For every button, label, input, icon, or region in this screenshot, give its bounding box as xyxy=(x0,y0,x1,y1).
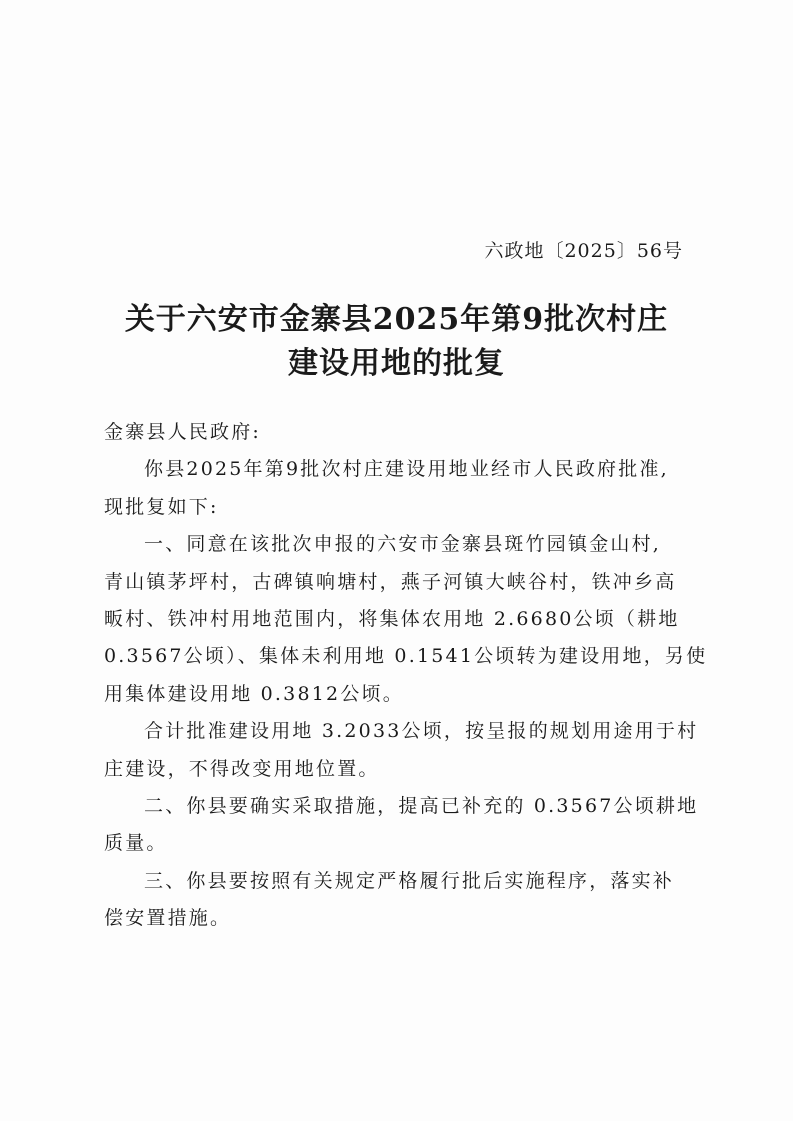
paragraph-line: 三、你县要按照有关规定严格履行批后实施程序，落实补 xyxy=(144,869,675,892)
paragraph-line: 庄建设，不得改变用地位置。 xyxy=(104,757,380,780)
paragraph-line: 0.3567公顷）、集体未利用地 0.1541公顷转为建设用地，另使 xyxy=(104,645,708,668)
title-line-2: 建设用地的批复 xyxy=(288,346,505,381)
paragraph xyxy=(104,863,698,938)
paragraph-line: 畈村、铁冲村用地范围内，将集体农用地 2.6680公顷（耕地 xyxy=(104,607,680,630)
document-title xyxy=(0,298,793,386)
paragraph-line: 用集体建设用地 0.3812公顷。 xyxy=(104,682,404,705)
paragraph xyxy=(104,451,698,526)
title-line-1: 关于六安市金寨县2025年第9批次村庄 xyxy=(124,302,669,337)
paragraph xyxy=(104,788,698,863)
paragraph-line: 偿安置措施。 xyxy=(104,907,232,930)
paragraph-line: 合计批准建设用地 3.2033公顷，按呈报的规划用途用于村 xyxy=(144,720,699,743)
paragraph-line: 现批复如下: xyxy=(104,495,219,518)
document-number: 六政地〔2025〕56号 xyxy=(484,240,683,262)
paragraph-line: 你县2025年第9批次村庄建设用地业经市人民政府批准, xyxy=(144,458,669,481)
document-body xyxy=(104,414,708,937)
paragraph-line: 二、你县要确实采取措施，提高已补充的 0.3567公顷耕地 xyxy=(144,794,699,817)
paragraph xyxy=(104,713,698,788)
paragraph-line: 青山镇茅坪村，古碑镇响塘村，燕子河镇大峡谷村，铁冲乡高 xyxy=(104,570,677,593)
paragraph-line: 一、同意在该批次申报的六安市金寨县斑竹园镇金山村, xyxy=(144,533,662,556)
addressee: 金寨县人民政府: xyxy=(104,421,262,443)
paragraph xyxy=(104,526,708,713)
paragraph-line: 质量。 xyxy=(104,832,168,855)
